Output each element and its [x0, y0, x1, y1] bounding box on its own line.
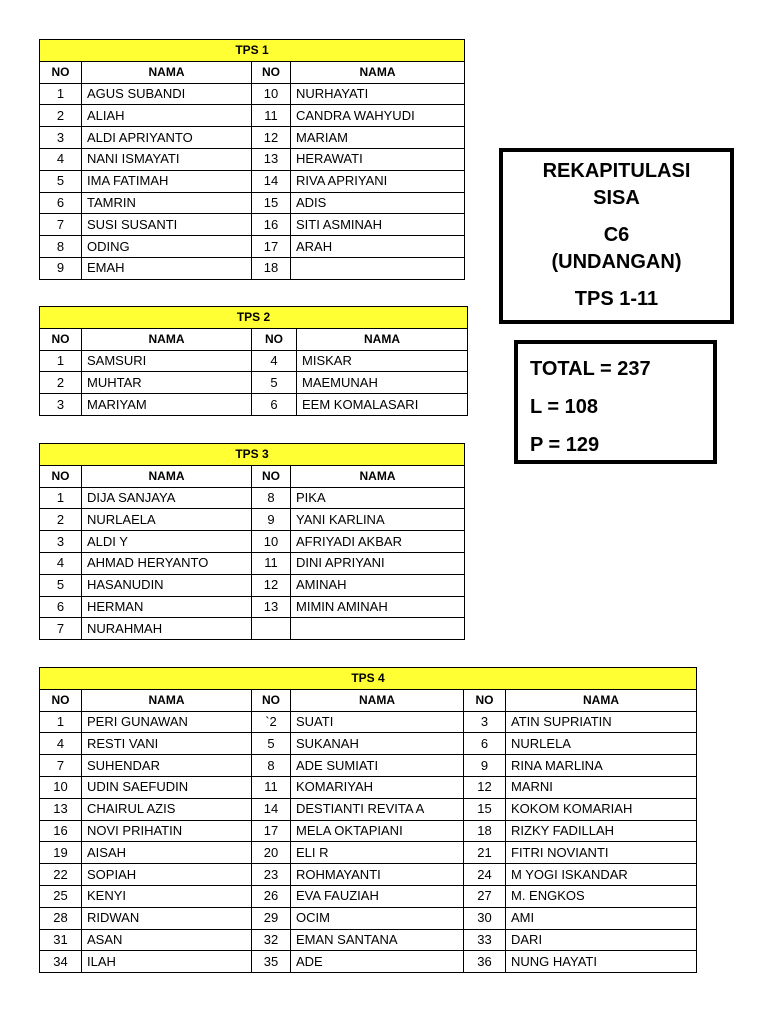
- cell-nama: RIZKY FADILLAH: [506, 820, 697, 842]
- total-value: TOTAL = 237: [530, 358, 651, 380]
- table-row: [40, 487, 465, 509]
- cell-no: 2: [40, 105, 82, 127]
- cell-no: 15: [464, 798, 506, 820]
- cell-no: 12: [464, 776, 506, 798]
- cell-nama: AFRIYADI AKBAR: [291, 531, 465, 553]
- tps3-title: TPS 3: [40, 444, 465, 466]
- cell-nama: HERAWATI: [291, 148, 465, 170]
- cell-no: 10: [252, 531, 291, 553]
- tps1-title: TPS 1: [40, 40, 465, 62]
- cell-no: 18: [252, 257, 291, 279]
- cell-nama: FITRI NOVIANTI: [506, 842, 697, 864]
- table-row: [40, 733, 697, 755]
- cell-nama: ALIAH: [82, 105, 252, 127]
- cell-no: 12: [252, 127, 291, 149]
- cell-nama: IMA FATIMAH: [82, 170, 252, 192]
- cell-nama: RIVA APRIYANI: [291, 170, 465, 192]
- cell-nama: AMINAH: [291, 574, 465, 596]
- cell-nama: SUHENDAR: [82, 755, 252, 777]
- cell-no: 14: [252, 170, 291, 192]
- cell-no: 32: [252, 929, 291, 951]
- cell-no: 4: [40, 148, 82, 170]
- cell-no: 31: [40, 929, 82, 951]
- cell-nama: SOPIAH: [82, 864, 252, 886]
- cell-no: 16: [40, 820, 82, 842]
- table-row: [40, 83, 465, 105]
- table-row: [40, 192, 465, 214]
- cell-no: 35: [252, 951, 291, 973]
- cell-nama: AISAH: [82, 842, 252, 864]
- table-row: [40, 820, 697, 842]
- cell-nama: HERMAN: [82, 596, 252, 618]
- cell-nama: ADE: [291, 951, 464, 973]
- tps4-title: TPS 4: [40, 668, 697, 690]
- cell-nama: SITI ASMINAH: [291, 214, 465, 236]
- cell-no: 21: [464, 842, 506, 864]
- cell-no: 5: [252, 733, 291, 755]
- cell-no: 7: [40, 755, 82, 777]
- cell-no: 6: [40, 192, 82, 214]
- cell-no: 14: [252, 798, 291, 820]
- cell-no: 26: [252, 885, 291, 907]
- table-row: [40, 170, 465, 192]
- cell-nama: ATIN SUPRIATIN: [506, 711, 697, 733]
- cell-no: 1: [40, 711, 82, 733]
- cell-no: 3: [40, 531, 82, 553]
- cell-no: 20: [252, 842, 291, 864]
- cell-nama: EVA FAUZIAH: [291, 885, 464, 907]
- cell-nama: RINA MARLINA: [506, 755, 697, 777]
- cell-nama: ROHMAYANTI: [291, 864, 464, 886]
- cell-no: 8: [252, 755, 291, 777]
- cell-no: 24: [464, 864, 506, 886]
- tps3-table: [39, 443, 465, 640]
- cell-no: 3: [40, 394, 82, 416]
- cell-nama: MISKAR: [297, 350, 468, 372]
- cell-no: 6: [464, 733, 506, 755]
- cell-no: 11: [252, 552, 291, 574]
- header-nama: NAMA: [291, 465, 465, 487]
- cell-no: 10: [252, 83, 291, 105]
- cell-nama: DESTIANTI REVITA A: [291, 798, 464, 820]
- header-nama: NAMA: [82, 689, 252, 711]
- cell-no: 18: [464, 820, 506, 842]
- cell-nama: OCIM: [291, 907, 464, 929]
- table-row: [40, 618, 465, 640]
- cell-nama: ALDI Y: [82, 531, 252, 553]
- total-l-value: L = 108: [530, 396, 599, 418]
- cell-nama: ELI R: [291, 842, 464, 864]
- cell-no: [252, 618, 291, 640]
- cell-no: 1: [40, 350, 82, 372]
- cell-nama: SUATI: [291, 711, 464, 733]
- cell-no: 2: [40, 372, 82, 394]
- cell-nama: EMAH: [82, 257, 252, 279]
- cell-nama: SUKANAH: [291, 733, 464, 755]
- cell-no: 5: [40, 170, 82, 192]
- cell-nama: ASAN: [82, 929, 252, 951]
- cell-nama: M. ENGKOS: [506, 885, 697, 907]
- cell-no: 23: [252, 864, 291, 886]
- table-row: [40, 842, 697, 864]
- cell-nama: MARIAM: [291, 127, 465, 149]
- table-row: [40, 372, 468, 394]
- cell-no: 15: [252, 192, 291, 214]
- cell-nama: NURAHMAH: [82, 618, 252, 640]
- cell-no: 8: [40, 236, 82, 258]
- table-row: [40, 929, 697, 951]
- table-row: [40, 951, 697, 973]
- cell-no: 4: [252, 350, 297, 372]
- table-row: [40, 214, 465, 236]
- cell-nama: DIJA SANJAYA: [82, 487, 252, 509]
- cell-nama: EEM KOMALASARI: [297, 394, 468, 416]
- cell-no: 22: [40, 864, 82, 886]
- cell-no: 19: [40, 842, 82, 864]
- table-row: [40, 350, 468, 372]
- cell-no: 9: [252, 509, 291, 531]
- cell-nama: NOVI PRIHATIN: [82, 820, 252, 842]
- cell-nama: KOMARIYAH: [291, 776, 464, 798]
- cell-no: 17: [252, 236, 291, 258]
- cell-nama: NURLAELA: [82, 509, 252, 531]
- cell-no: 30: [464, 907, 506, 929]
- table-row: [40, 257, 465, 279]
- header-no: NO: [464, 689, 506, 711]
- rekap-line1: REKAPITULASI: [542, 160, 691, 182]
- cell-nama: RIDWAN: [82, 907, 252, 929]
- rekapitulasi-box: [499, 148, 734, 324]
- rekap-line2: SISA: [593, 187, 640, 209]
- table-row: [40, 127, 465, 149]
- cell-no: 6: [252, 394, 297, 416]
- cell-no: 9: [464, 755, 506, 777]
- cell-no: 25: [40, 885, 82, 907]
- tps2-title: TPS 2: [40, 307, 468, 329]
- table-row: [40, 509, 465, 531]
- cell-nama: MELA OKTAPIANI: [291, 820, 464, 842]
- cell-nama: AMI: [506, 907, 697, 929]
- cell-nama: KENYI: [82, 885, 252, 907]
- cell-nama: RESTI VANI: [82, 733, 252, 755]
- cell-no: 17: [252, 820, 291, 842]
- header-no: NO: [252, 689, 291, 711]
- tps1-table: [39, 39, 465, 280]
- cell-nama: EMAN SANTANA: [291, 929, 464, 951]
- table-row: [40, 798, 697, 820]
- table-row: [40, 907, 697, 929]
- cell-no: 27: [464, 885, 506, 907]
- cell-nama: CHAIRUL AZIS: [82, 798, 252, 820]
- header-nama: NAMA: [506, 689, 697, 711]
- cell-nama: NUNG HAYATI: [506, 951, 697, 973]
- cell-nama: PERI GUNAWAN: [82, 711, 252, 733]
- cell-nama: [291, 618, 465, 640]
- rekap-line5: TPS 1-11: [574, 288, 659, 310]
- cell-no: 1: [40, 83, 82, 105]
- table-row: [40, 552, 465, 574]
- table-row: [40, 864, 697, 886]
- cell-nama: MAEMUNAH: [297, 372, 468, 394]
- cell-nama: MUHTAR: [82, 372, 252, 394]
- cell-no: 28: [40, 907, 82, 929]
- table-row: [40, 885, 697, 907]
- cell-nama: TAMRIN: [82, 192, 252, 214]
- cell-no: 9: [40, 257, 82, 279]
- cell-no: 34: [40, 951, 82, 973]
- cell-nama: CANDRA WAHYUDI: [291, 105, 465, 127]
- total-p-value: P = 129: [530, 434, 600, 456]
- table-row: [40, 105, 465, 127]
- cell-no: 3: [40, 127, 82, 149]
- cell-nama: ADIS: [291, 192, 465, 214]
- table-row: [40, 596, 465, 618]
- total-box: [514, 340, 717, 464]
- cell-nama: ALDI APRIYANTO: [82, 127, 252, 149]
- cell-nama: MIMIN AMINAH: [291, 596, 465, 618]
- cell-no: 7: [40, 618, 82, 640]
- cell-no: 16: [252, 214, 291, 236]
- cell-nama: HASANUDIN: [82, 574, 252, 596]
- table-row: [40, 531, 465, 553]
- cell-nama: AHMAD HERYANTO: [82, 552, 252, 574]
- table-row: [40, 776, 697, 798]
- tps2-table: [39, 306, 468, 416]
- cell-no: 13: [252, 596, 291, 618]
- header-nama: NAMA: [297, 328, 468, 350]
- header-no: NO: [252, 328, 297, 350]
- header-nama: NAMA: [291, 61, 465, 83]
- cell-nama: NURHAYATI: [291, 83, 465, 105]
- cell-nama: SAMSURI: [82, 350, 252, 372]
- cell-nama: ODING: [82, 236, 252, 258]
- rekap-line4: (UNDANGAN): [551, 251, 682, 273]
- cell-no: 13: [252, 148, 291, 170]
- cell-nama: DARI: [506, 929, 697, 951]
- cell-no: 2: [40, 509, 82, 531]
- table-row: [40, 236, 465, 258]
- cell-no: 36: [464, 951, 506, 973]
- header-no: NO: [252, 61, 291, 83]
- header-nama: NAMA: [82, 328, 252, 350]
- cell-no: 12: [252, 574, 291, 596]
- header-nama: NAMA: [82, 465, 252, 487]
- cell-nama: YANI KARLINA: [291, 509, 465, 531]
- cell-no: 13: [40, 798, 82, 820]
- header-no: NO: [252, 465, 291, 487]
- rekap-line3: C6: [603, 224, 630, 246]
- cell-nama: M YOGI ISKANDAR: [506, 864, 697, 886]
- cell-no: 3: [464, 711, 506, 733]
- cell-no: 1: [40, 487, 82, 509]
- header-no: NO: [40, 465, 82, 487]
- table-row: [40, 394, 468, 416]
- tps4-table: [39, 667, 697, 973]
- table-row: [40, 711, 697, 733]
- cell-no: 11: [252, 776, 291, 798]
- cell-no: 29: [252, 907, 291, 929]
- cell-nama: NANI ISMAYATI: [82, 148, 252, 170]
- cell-nama: MARNI: [506, 776, 697, 798]
- cell-nama: ARAH: [291, 236, 465, 258]
- cell-nama: MARIYAM: [82, 394, 252, 416]
- table-row: [40, 574, 465, 596]
- header-nama: NAMA: [291, 689, 464, 711]
- cell-no: 4: [40, 552, 82, 574]
- cell-nama: PIKA: [291, 487, 465, 509]
- cell-no: 5: [252, 372, 297, 394]
- cell-no: 11: [252, 105, 291, 127]
- cell-no: 5: [40, 574, 82, 596]
- cell-nama: ILAH: [82, 951, 252, 973]
- header-nama: NAMA: [82, 61, 252, 83]
- header-no: NO: [40, 328, 82, 350]
- cell-nama: DINI APRIYANI: [291, 552, 465, 574]
- cell-nama: NURLELA: [506, 733, 697, 755]
- cell-no: 10: [40, 776, 82, 798]
- cell-nama: SUSI SUSANTI: [82, 214, 252, 236]
- cell-no: 33: [464, 929, 506, 951]
- header-no: NO: [40, 689, 82, 711]
- cell-no: 8: [252, 487, 291, 509]
- table-row: [40, 755, 697, 777]
- cell-no: 6: [40, 596, 82, 618]
- cell-no: 7: [40, 214, 82, 236]
- cell-nama: KOKOM KOMARIAH: [506, 798, 697, 820]
- cell-no: 4: [40, 733, 82, 755]
- cell-nama: AGUS SUBANDI: [82, 83, 252, 105]
- cell-no: `2: [252, 711, 291, 733]
- header-no: NO: [40, 61, 82, 83]
- cell-nama: [291, 257, 465, 279]
- cell-nama: ADE SUMIATI: [291, 755, 464, 777]
- table-row: [40, 148, 465, 170]
- cell-nama: UDIN SAEFUDIN: [82, 776, 252, 798]
